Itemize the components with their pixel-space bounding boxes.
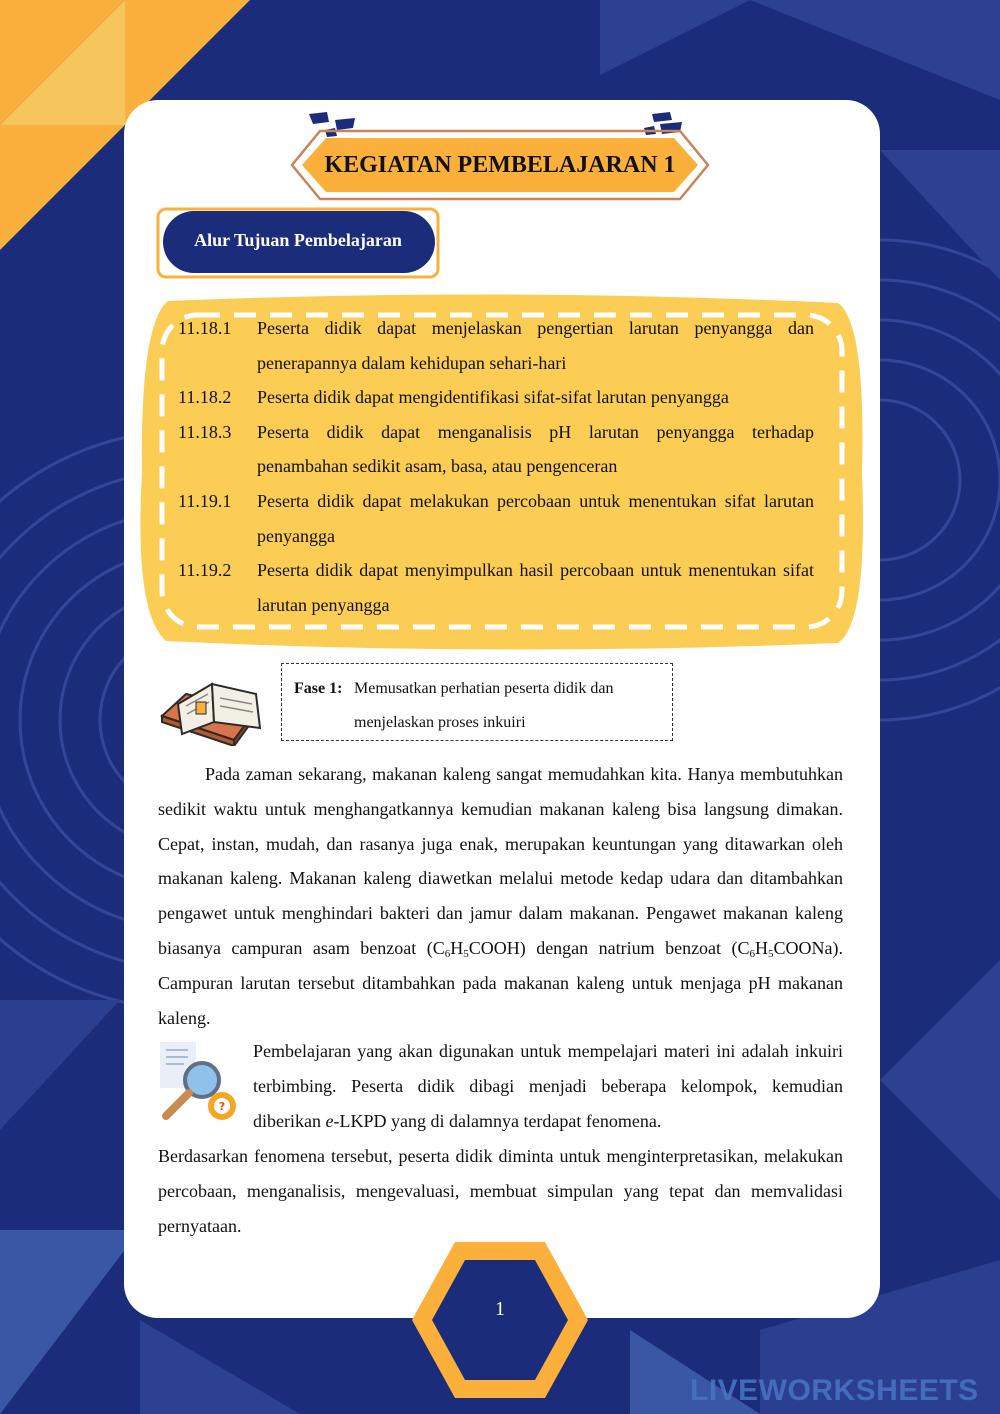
- watermark: LIVEWORKSHEETS: [690, 1374, 979, 1407]
- svg-text:?: ?: [218, 1100, 226, 1113]
- objective-code: 11.18.2: [178, 387, 232, 408]
- phase-box: [281, 663, 673, 741]
- section-label-pill: [156, 207, 440, 279]
- objective-text: Peserta didik dapat mengidentifikasi sifat-sifat larutan penyangga: [257, 387, 729, 408]
- objective-item: [178, 380, 814, 415]
- objective-code: 11.18.3: [178, 421, 232, 442]
- body-paragraph: Pada zaman sekarang, makanan kaleng sangat memudahkan kita. Hanya membutuhkan sedikit waktu untuk menghangatkannya kemudian makanan kaleng bisa langsung dimakan. Cepat, instan, mudah, dan rasanya juga enak, merupakan keuntungan yang ditawarkan oleh makanan kaleng. Makanan kaleng diawetkan melalui metode kedap udara dan ditambahkan pengawet untuk menghindari bakteri dan jamur dalam makanan. Pengawet makanan kaleng biasanya campuran asam benzoat $(C_6H_5COOH)$ dengan natrium benzoat $(C_6H_5COONa)$. Campuran larutan tersebut ditambahkan pada makanan kaleng untuk menjaga pH makanan kaleng.: [158, 764, 844, 1028]
- objective-item: [178, 553, 814, 622]
- body-paragraph: Berdasarkan fenomena tersebut, peserta didik diminta untuk menginterpretasikan, melakukan percobaan, menganalisis, mengevaluasi, membuat simpulan yang tepat dan memvalidasi pernyataan.: [158, 1146, 843, 1236]
- objective-text: Peserta didik dapat menjelaskan pengertian larutan penyangga dan penerapannya dalam kehidupan sehari-hari: [257, 318, 814, 373]
- objectives-list: [178, 311, 814, 622]
- magnifier-icon: [156, 1040, 242, 1126]
- phase-label: Fase 1:: [294, 680, 343, 697]
- objective-code: 11.19.1: [178, 490, 232, 511]
- page-number: 1: [495, 1298, 505, 1320]
- body-paragraph: Pembelajaran yang akan digunakan untuk mempelajari materi ini adalah inkuiri terbimbing. Peserta didik dibagi menjadi beberapa kelompok, kemudian diberikan e-LKPD yang di dalamnya terdapat fenomena.: [253, 1041, 843, 1131]
- objective-item: [178, 484, 814, 553]
- page-title: KEGIATAN PEMBELAJARAN 1: [324, 152, 676, 178]
- lesson-title-banner: [290, 128, 710, 202]
- objective-text: Peserta didik dapat menyimpulkan hasil percobaan untuk menentukan sifat larutan penyangga: [257, 560, 814, 615]
- phase-description: Memusatkan perhatian peserta didik dan menjelaskan proses inkuiri: [354, 680, 614, 731]
- objective-text: Peserta didik dapat menganalisis pH larutan penyangga terhadap penambahan sedikit asam, basa, atau pengenceran: [257, 421, 814, 477]
- objective-code: 11.19.2: [178, 560, 232, 581]
- book-icon: [156, 664, 268, 746]
- objective-text: Peserta didik dapat melakukan percobaan untuk menentukan sifat larutan penyangga: [257, 490, 814, 546]
- objective-code: 11.18.1: [178, 318, 232, 338]
- objective-item: [178, 415, 814, 484]
- objective-item: [178, 311, 814, 380]
- section-title: Alur Tujuan Pembelajaran: [194, 230, 402, 250]
